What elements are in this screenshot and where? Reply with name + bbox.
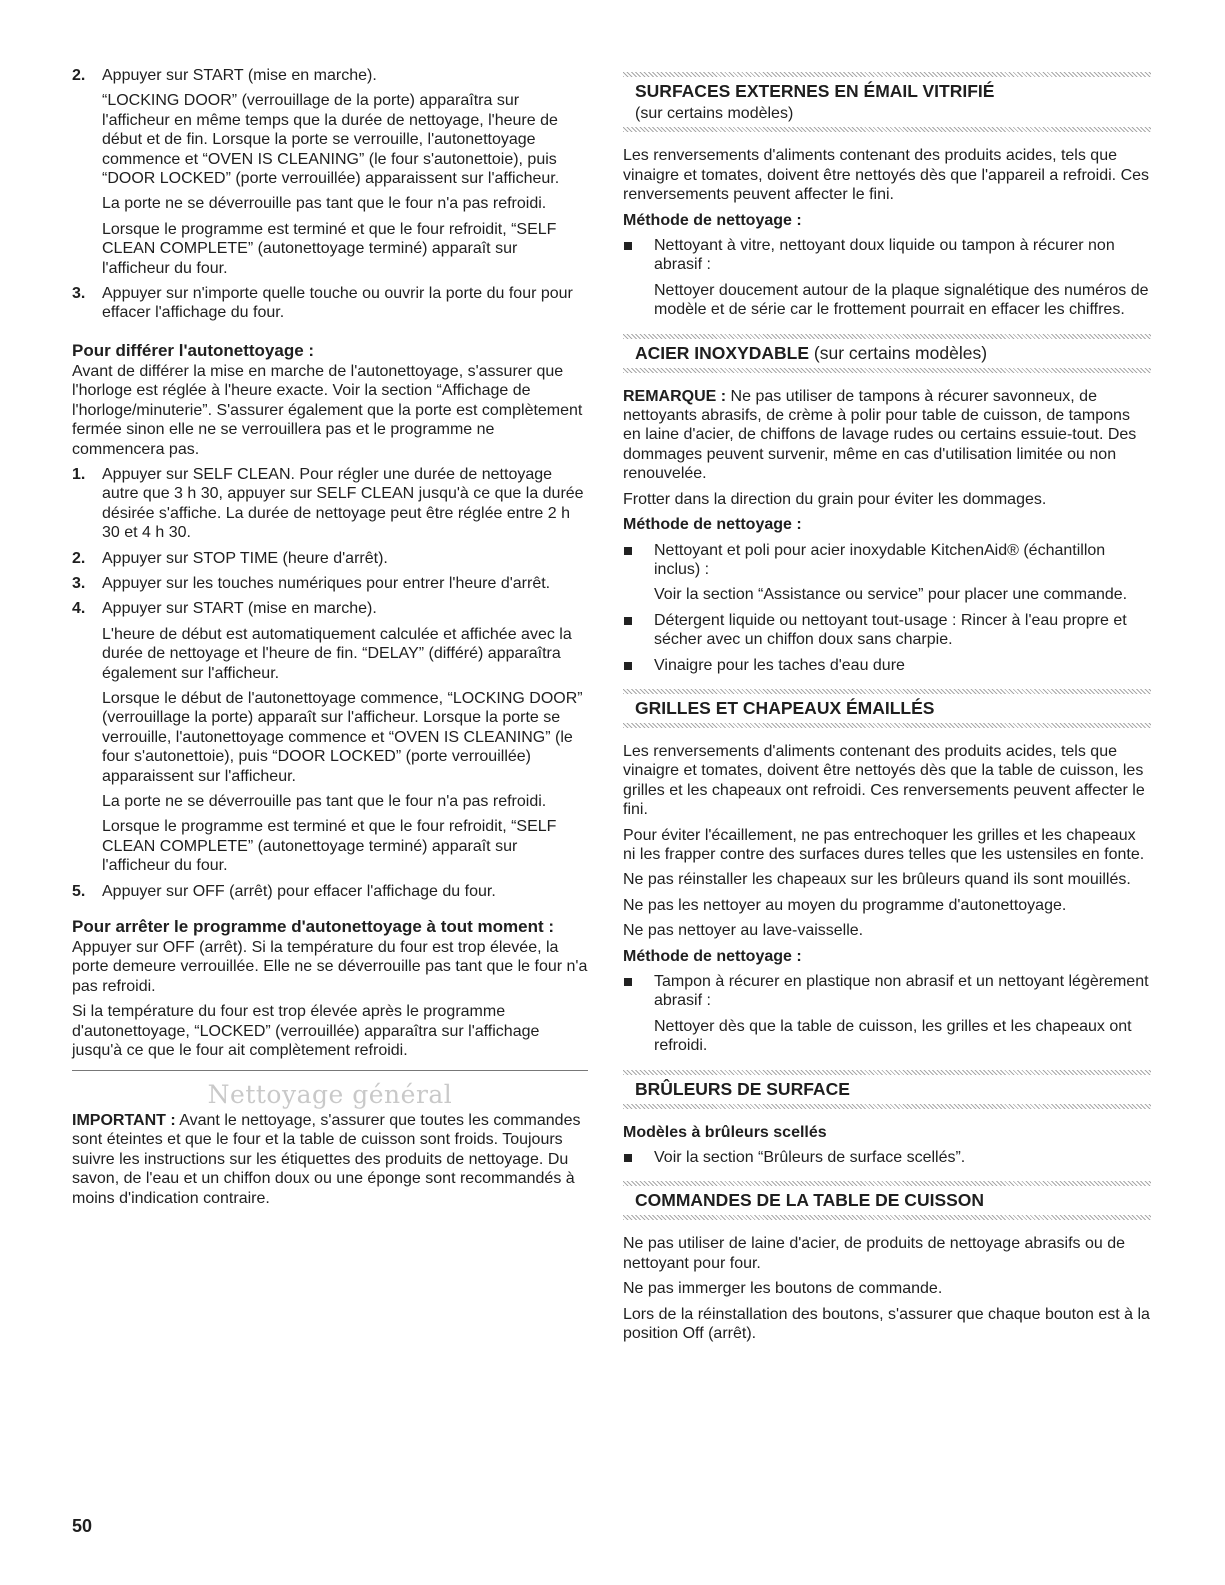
steel-grain: Frotter dans la direction du grain pour éviter les dommages. (623, 490, 1047, 508)
right-column (623, 66, 1151, 1349)
enamel-subtitle: (sur certains modèles) (635, 105, 794, 122)
step-number: 3. (72, 574, 86, 592)
method-heading: Méthode de nettoyage : (623, 947, 802, 965)
bullet-detail: Voir la section “Assistance ou service” pour placer une commande. (654, 586, 1128, 604)
important-text: Avant le nettoyage, s'assurer que toutes les commandes sont éteintes et que le four et la table de cuisson sont froids. Toujours suivre les instructions sur les étiquettes des produits de nettoyage. Du savon, de l'eau et un chiffon doux ou une éponge sont recommandés à moins d'indication contraire. (72, 1111, 581, 1207)
grates-paragraph: Les renversements d'aliments contenant des produits acides, tels que vinaigre et tomates, doivent être nettoyés dès que la table de cuisson, les grilles et les chapeaux ont refroidi. Ces renversements peuvent affecter le fini. (623, 742, 1145, 819)
bullet-text: Tampon à récurer en plastique non abrasif et un nettoyant légèrement abrasif : (654, 973, 1149, 1010)
delay-heading: Pour différer l'autonettoyage : (72, 340, 315, 360)
delay-step-4-detail: Lorsque le programme est terminé et que le four refroidit, “SELF CLEAN COMPLETE” (autonettoyage terminé) apparaît sur l'afficheur du four. (102, 818, 557, 875)
grates-section-header (623, 689, 1151, 728)
general-cleaning-heading: Nettoyage général (207, 1080, 453, 1110)
bullet-square-icon (624, 1154, 632, 1162)
hatch-rule (623, 1104, 1151, 1109)
grates-paragraph: Pour éviter l'écaillement, ne pas entrechoquer les grilles et les chapeaux ni les frapper contre des surfaces dures telles que les ustensiles en fonte. (623, 826, 1145, 863)
step-text: Appuyer sur START (mise en marche). (102, 600, 377, 618)
step-2-detail: La porte ne se déverrouille pas tant que le four n'a pas refroidi. (102, 195, 547, 213)
step-2-detail: Lorsque le programme est terminé et que le four refroidit, “SELF CLEAN COMPLETE” (autonettoyage terminé) apparaît sur l'afficheur du four. (102, 220, 557, 277)
delay-step-4-detail: L'heure de début est automatiquement calculée et affichée avec la durée de nettoyage et l'heure de fin. “DELAY” (différé) apparaîtra également sur l'afficheur. (102, 625, 572, 682)
steel-title-main: ACIER INOXYDABLE (635, 342, 810, 363)
bullet-detail: Nettoyer dès que la table de cuisson, les grilles et les chapeaux ont refroidi. (654, 1017, 1132, 1055)
method-heading: Méthode de nettoyage : (623, 516, 802, 534)
steel-section-header (623, 334, 1151, 373)
step-number: 3. (72, 285, 86, 303)
method-heading: Méthode de nettoyage : (623, 211, 802, 229)
step-text: Appuyer sur n'importe quelle touche ou ouvrir la porte du four pour effacer l'affichage du four. (102, 285, 573, 322)
bullet-square-icon (624, 662, 632, 670)
burners-section-header (623, 1070, 1151, 1109)
grates-paragraph: Ne pas réinstaller les chapeaux sur les brûleurs quand ils sont mouillés. (623, 871, 1131, 889)
bullet-square-icon (624, 242, 632, 250)
grates-title: GRILLES ET CHAPEAUX ÉMAILLÉS (635, 697, 935, 718)
controls-title: COMMANDES DE LA TABLE DE CUISSON (635, 1190, 985, 1211)
step-number: 1. (72, 465, 86, 483)
hatch-rule (623, 368, 1151, 373)
step-text: Appuyer sur STOP TIME (heure d'arrêt). (102, 549, 388, 567)
controls-section-header (623, 1181, 1151, 1220)
important-note (72, 1111, 588, 1208)
bullet-text: Détergent liquide ou nettoyant tout-usage : Rincer à l'eau propre et sécher avec un chiffon doux sans charpie. (654, 611, 1127, 649)
burners-title: BRÛLEURS DE SURFACE (635, 1078, 850, 1099)
step-text: Appuyer sur START (mise en marche). (102, 67, 377, 84)
controls-paragraph: Ne pas utiliser de laine d'acier, de produits de nettoyage abrasifs ou de nettoyant pour four. (623, 1235, 1126, 1272)
step-text: Appuyer sur SELF CLEAN. Pour régler une durée de nettoyage autre que 3 h 30, appuyer sur SELF CLEAN jusqu'à ce que la durée désirée s'affiche. La durée de nettoyage peut être réglée entre 2 h 30 et 4 h 30. (102, 465, 584, 542)
step-number: 2. (72, 549, 86, 567)
delay-step-2 (72, 549, 588, 568)
controls-paragraph: Ne pas immerger les boutons de commande. (623, 1280, 943, 1298)
grates-paragraph: Ne pas les nettoyer au moyen du programme d'autonettoyage. (623, 896, 1067, 914)
step-3 (72, 284, 588, 323)
hatch-rule (623, 127, 1151, 132)
delay-step-3 (72, 574, 588, 593)
step-text: Appuyer sur les touches numériques pour entrer l'heure d'arrêt. (102, 574, 551, 592)
bullet-item (623, 1148, 1151, 1167)
delay-step-1 (72, 465, 588, 543)
hatch-rule (623, 1215, 1151, 1220)
enamel-intro: Les renversements d'aliments contenant des produits acides, tels que vinaigre et tomates, doivent être nettoyés dès que l'appareil a refroidi. Ces renversements peuvent affecter le fini. (623, 147, 1150, 204)
step-2-detail: “LOCKING DOOR” (verrouillage de la porte) apparaîtra sur l'afficheur en même temps que la durée de nettoyage, l'heure de début et de fin. Lorsque la porte se verrouille, l'autonettoyage commence et “OVEN IS CLEANING” (le four s'autonettoie), puis “DOOR LOCKED” (porte verrouillée) apparaissent sur l'afficheur. (102, 92, 560, 188)
bullet-text: Vinaigre pour les taches d'eau dure (654, 656, 905, 674)
bullet-square-icon (624, 547, 632, 555)
grates-paragraph: Ne pas nettoyer au lave-vaisselle. (623, 922, 864, 940)
delay-step-5 (72, 882, 588, 901)
delay-step-4-detail: Lorsque le début de l'autonettoyage commence, “LOCKING DOOR” (verrouillage la porte) apparaît sur l'afficheur. Lorsque la porte se verrouille, l'autonettoyage commence et “OVEN IS CLEANING” (le four s'autonettoie), puis “DOOR LOCKED” (porte verrouillée) apparaissent sur l'afficheur. (102, 689, 583, 785)
bullet-text: Nettoyant à vitre, nettoyant doux liquide ou tampon à récurer non abrasif : (654, 237, 1115, 274)
bullet-item (623, 541, 1151, 580)
steel-title-suffix: (sur certains modèles) (809, 342, 988, 363)
bullet-item (623, 236, 1151, 275)
stop-paragraph: Si la température du four est trop élevée après le programme d'autonettoyage, “LOCKED” (verrouillée) apparaîtra sur l'affichage jusqu'à ce que le four ait complètement refroidi. (72, 1003, 540, 1060)
delay-step-4-detail: La porte ne se déverrouille pas tant que le four n'a pas refroidi. (102, 793, 547, 810)
bullet-text: Nettoyant et poli pour acier inoxydable KitchenAid® (échantillon inclus) : (654, 541, 1106, 578)
controls-paragraph: Lors de la réinstallation des boutons, s'assurer que chaque bouton est à la position Off (arrêt). (623, 1305, 1150, 1343)
remark-text: Ne pas utiliser de tampons à récurer savonneux, de nettoyants abrasifs, de crème à polir pour table de cuisson, de tampons en laine d'acier, de chiffons de lavage rudes ou certains essuie-tout. Des dommages peuvent survenir, même en cas d'utilisation limitée ou non renouvelée. (623, 387, 1137, 483)
section-divider (72, 1070, 588, 1071)
step-number: 2. (72, 67, 86, 84)
hatch-rule (623, 723, 1151, 728)
page-number: 50 (72, 1516, 93, 1536)
delay-step-4 (72, 599, 588, 618)
left-column (72, 66, 588, 1214)
step-text: Appuyer sur OFF (arrêt) pour effacer l'affichage du four. (102, 882, 496, 900)
stop-paragraph: Appuyer sur OFF (arrêt). Si la température du four est trop élevée, la porte demeure verrouillée. Elle ne se déverrouille pas tant que le four n'a pas refroidi. (72, 939, 588, 995)
steel-title (623, 339, 1151, 368)
delay-intro: Avant de différer la mise en marche de l'autonettoyage, s'assurer que l'horloge est réglée à l'heure exacte. Voir la section “Affichage de l'horloge/minuterie”. S'assurer également que la porte est complètement fermée sinon elle ne se verrouillera pas et le programme ne commencera pas. (72, 362, 583, 458)
important-label: IMPORTANT : (72, 1111, 176, 1129)
bullet-square-icon (624, 617, 632, 625)
enamel-section-header (623, 72, 1151, 132)
stop-heading: Pour arrêter le programme d'autonettoyage à tout moment : (72, 917, 555, 937)
step-number: 5. (72, 882, 86, 900)
steel-remark (623, 387, 1151, 484)
enamel-title: SURFACES EXTERNES EN ÉMAIL VITRIFIÉ (635, 81, 995, 101)
burners-subheading: Modèles à brûleurs scellés (623, 1123, 827, 1141)
bullet-detail: Nettoyer doucement autour de la plaque signalétique des numéros de modèle et de série car le frottement pourrait en effacer les chiffres. (654, 281, 1149, 319)
step-number: 4. (72, 600, 86, 618)
bullet-square-icon (624, 978, 632, 986)
bullet-text: Voir la section “Brûleurs de surface scellés”. (654, 1149, 966, 1167)
bullet-item (623, 611, 1151, 650)
bullet-item (623, 972, 1151, 1011)
remark-label: REMARQUE : (623, 387, 727, 405)
step-2 (72, 66, 588, 85)
bullet-item (623, 656, 1151, 675)
